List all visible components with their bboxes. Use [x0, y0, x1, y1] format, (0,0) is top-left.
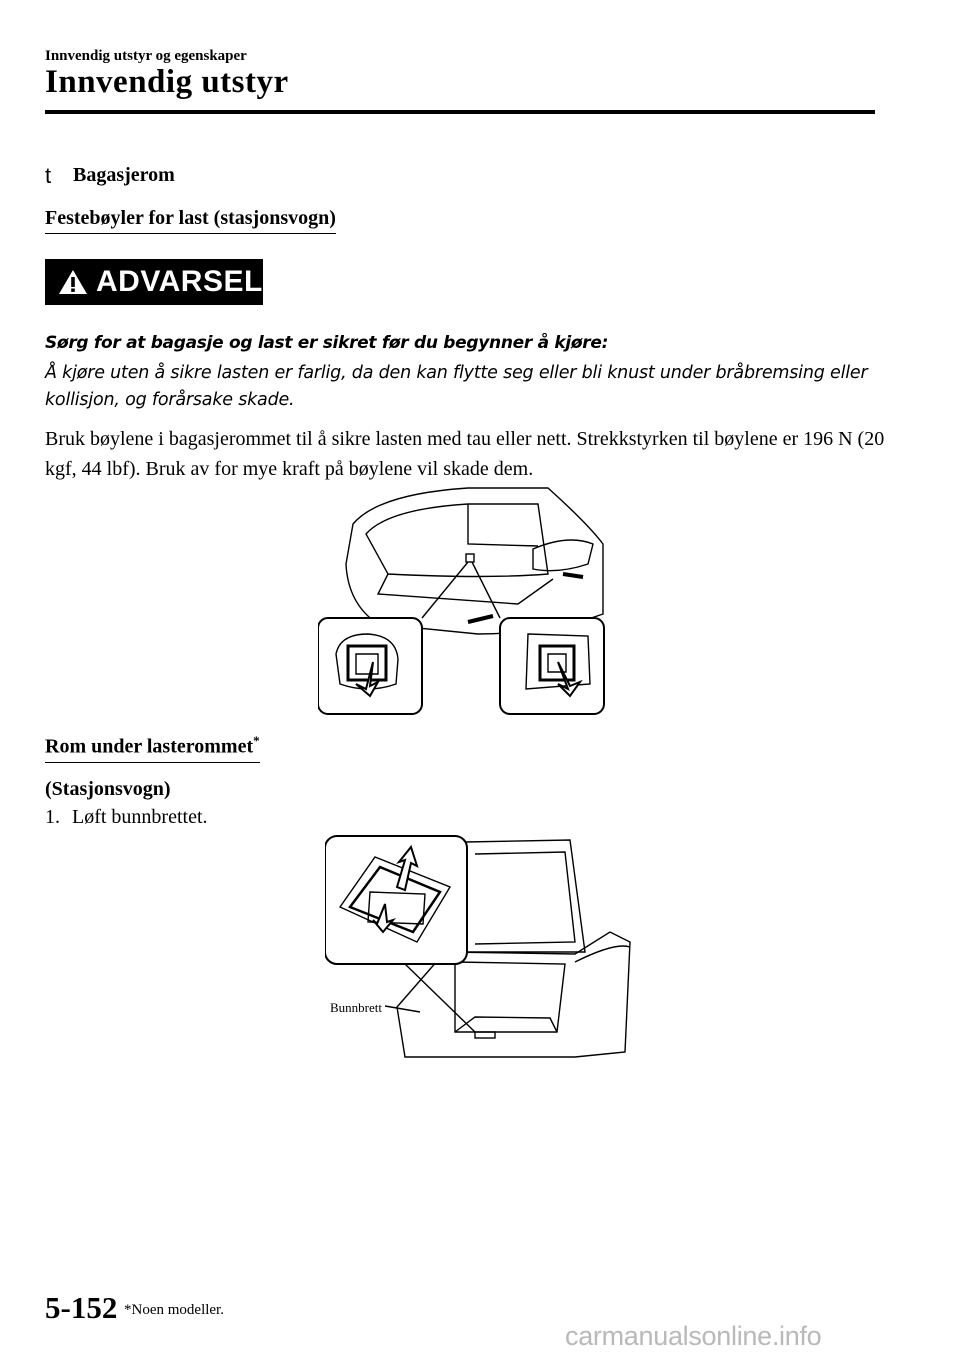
- step-number: 1.: [45, 806, 60, 828]
- section-marker: t: [45, 163, 52, 188]
- asterisk-mark: *: [253, 733, 260, 748]
- section-heading: Bagasjerom: [73, 164, 175, 186]
- body-paragraph: Bruk bøylene i bagasjerommet til å sikre lasten med tau eller nett. Strekkstyrken til bøylene er 196 N (20 kgf, 44 lbf). Bruk av for mye kraft på bøylene vil skade dem.: [45, 428, 885, 480]
- figure-label: Bunnbrett: [330, 1000, 382, 1015]
- footnote: *Noen modeller.: [124, 1302, 224, 1318]
- warning-text: Å kjøre uten å sikre lasten er farlig, da den kan flytte seg eller bli knust under bråbremsing eller kollisjon, og forårsake skade.: [45, 363, 868, 410]
- subheading-tie-down: Festebøyler for last (stasjonsvogn): [45, 207, 336, 234]
- warning-label: ADVARSEL: [96, 265, 263, 298]
- subheading-underfloor-text: Rom under lasterommet: [45, 735, 254, 758]
- warning-icon: [58, 268, 88, 296]
- underfloor-illustration: [325, 832, 633, 1068]
- chapter-title: Innvendig utstyr og egenskaper: [45, 48, 247, 64]
- header-rule: [45, 110, 875, 114]
- watermark: carmanualsonline.info: [565, 1321, 822, 1351]
- warning-bold-text: Sørg for at bagasje og last er sikret før du begynner å kjøre:: [45, 333, 609, 353]
- variant-label: (Stasjonsvogn): [45, 778, 171, 800]
- section-title: Innvendig utstyr: [45, 64, 289, 100]
- subheading-underfloor: [45, 733, 260, 763]
- page-number: 5-152: [45, 1290, 118, 1325]
- step-item: [45, 806, 208, 829]
- warning-banner: [45, 259, 263, 305]
- tie-down-hooks-illustration: [318, 484, 608, 716]
- step-text: Løft bunnbrettet.: [72, 806, 208, 828]
